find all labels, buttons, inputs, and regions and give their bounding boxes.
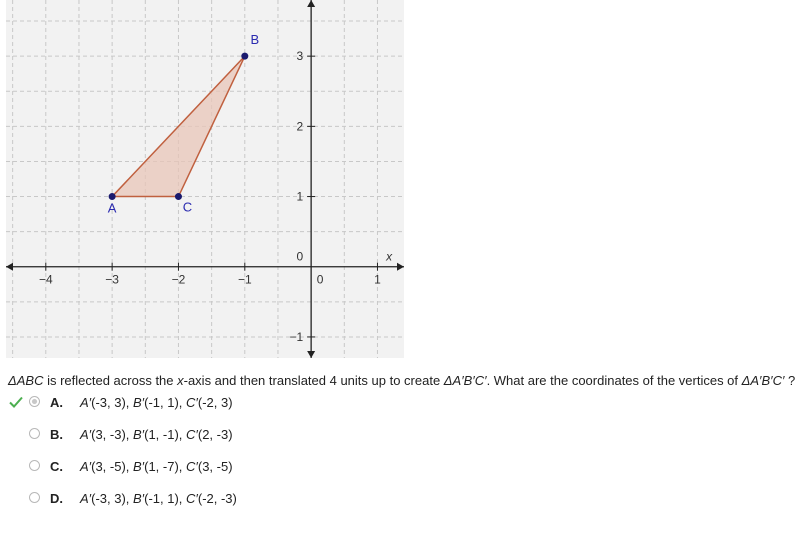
vertex-label-b: B bbox=[250, 32, 260, 48]
x-tick-label: 0 bbox=[316, 272, 324, 287]
y-tick-label: −1 bbox=[289, 329, 304, 344]
question-axis-name: x bbox=[177, 373, 184, 388]
choice-answer: A′(-3, 3), B′(-1, 1), C′(-2, 3) bbox=[80, 395, 233, 410]
choice-c[interactable] bbox=[0, 454, 400, 478]
question-part: . What are the coordinates of the vertices of bbox=[486, 373, 742, 388]
vertex-label-a: A bbox=[107, 200, 117, 216]
choice-a[interactable] bbox=[0, 390, 400, 414]
vertex-point-a bbox=[109, 193, 116, 200]
question-part: is reflected across the bbox=[43, 373, 178, 388]
x-tick-label: −4 bbox=[38, 272, 53, 287]
y-tick-label: 2 bbox=[296, 119, 304, 134]
x-tick-label: 1 bbox=[374, 272, 381, 287]
x-tick-label: −2 bbox=[171, 272, 186, 287]
question-triangle-prime: ΔA′B′C′ bbox=[741, 373, 785, 388]
question-part: -axis and then translated 4 units up to create bbox=[183, 373, 444, 388]
vertex-label-c: C bbox=[182, 199, 193, 215]
choice-answer: A′(3, -3), B′(1, -1), C′(2, -3) bbox=[80, 427, 233, 442]
vertex-point-c bbox=[175, 193, 182, 200]
choice-letter: A. bbox=[50, 395, 63, 410]
question-triangle-prime: ΔA′B′C′ bbox=[443, 373, 487, 388]
question-triangle-abc: ΔABC bbox=[8, 373, 44, 388]
choice-letter: D. bbox=[50, 491, 63, 506]
radio-button-a[interactable] bbox=[29, 396, 40, 407]
question-part: ? bbox=[784, 373, 796, 388]
x-tick-label: −1 bbox=[237, 272, 252, 287]
choice-answer: A′(-3, 3), B′(-1, 1), C′(-2, -3) bbox=[80, 491, 237, 506]
radio-button-c[interactable] bbox=[29, 460, 40, 471]
choice-letter: B. bbox=[50, 427, 63, 442]
radio-button-d[interactable] bbox=[29, 492, 40, 503]
choice-letter: C. bbox=[50, 459, 63, 474]
coordinate-graph bbox=[0, 0, 410, 360]
choice-d[interactable] bbox=[0, 486, 400, 510]
x-axis-label: x bbox=[386, 249, 393, 264]
choice-answer: A′(3, -5), B′(1, -7), C′(3, -5) bbox=[80, 459, 233, 474]
question-text bbox=[8, 373, 798, 388]
y-tick-label: 0 bbox=[296, 249, 304, 264]
x-tick-label: −3 bbox=[105, 272, 119, 287]
graph-svg bbox=[0, 0, 410, 360]
y-tick-label: 1 bbox=[296, 189, 304, 204]
radio-button-b[interactable] bbox=[29, 428, 40, 439]
vertex-point-b bbox=[241, 53, 248, 60]
checkmark-icon bbox=[8, 394, 24, 410]
y-tick-label: 3 bbox=[296, 49, 304, 64]
choice-b[interactable] bbox=[0, 422, 400, 446]
